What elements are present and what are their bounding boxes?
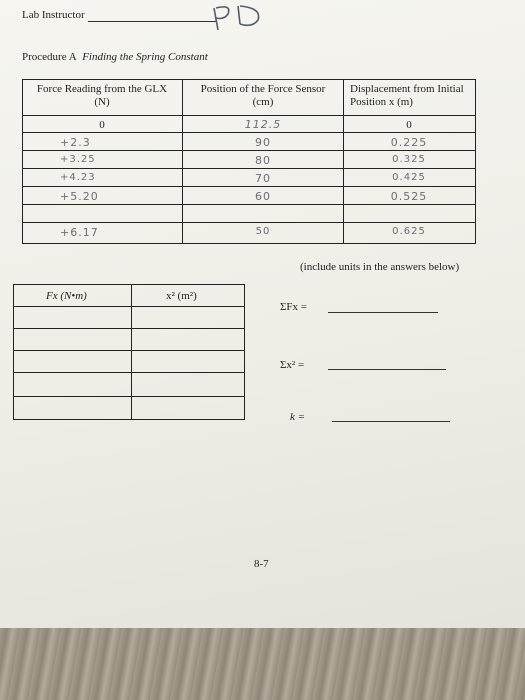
sum-fx-label: ΣFx = <box>280 301 307 313</box>
sum-x2-field[interactable] <box>328 369 446 370</box>
column-header-force: Force Reading from the GLX (N) <box>36 83 168 108</box>
table-cell-displacement[interactable]: 0.425 <box>392 172 426 183</box>
table-cell-force[interactable]: +5.20 <box>60 190 99 203</box>
table-cell-position[interactable]: 112.5 <box>244 118 282 131</box>
column-header-displacement: Displacement from Initial Position x (m) <box>350 83 464 108</box>
table-cell-position[interactable]: 80 <box>255 154 271 167</box>
k-field[interactable] <box>332 421 450 422</box>
column-header-x-squared: x² (m²) <box>166 290 197 302</box>
table-cell-displacement[interactable]: 0.625 <box>392 226 426 237</box>
procedure-heading <box>22 51 208 63</box>
table-cell-force[interactable]: +2.3 <box>60 136 91 149</box>
page-number: 8-7 <box>254 558 269 570</box>
table-cell-displacement[interactable]: 0.525 <box>390 190 428 203</box>
k-label: k = <box>290 411 306 423</box>
table-cell-displacement: 0 <box>406 119 412 131</box>
instructor-signature <box>210 0 270 37</box>
lab-instructor-label: Lab Instructor <box>22 9 85 21</box>
lab-instructor-field[interactable] <box>88 21 216 22</box>
table-cell-force[interactable]: +3.25 <box>60 154 96 165</box>
table-surface <box>0 628 525 700</box>
table-cell-force: 0 <box>99 119 105 131</box>
table-cell-position[interactable]: 90 <box>255 136 271 149</box>
table-cell-displacement[interactable]: 0.325 <box>392 154 426 165</box>
sum-x2-label: Σx² = <box>280 359 305 371</box>
table-cell-position[interactable]: 70 <box>255 172 271 185</box>
column-header-position: Position of the Force Sensor (cm) <box>200 83 326 108</box>
column-header-fx: Fx (N•m) <box>46 290 87 302</box>
table-cell-displacement[interactable]: 0.225 <box>390 136 428 149</box>
table-cell-force[interactable]: +4.23 <box>60 172 96 183</box>
procedure-label: Procedure A <box>22 51 77 63</box>
procedure-title: Finding the Spring Constant <box>82 51 208 63</box>
units-note: (include units in the answers below) <box>300 261 460 273</box>
table-cell-position[interactable]: 60 <box>255 190 271 203</box>
sum-fx-field[interactable] <box>328 312 438 313</box>
table-cell-force[interactable]: +6.17 <box>60 226 99 239</box>
table-cell-position[interactable]: 50 <box>255 226 271 237</box>
